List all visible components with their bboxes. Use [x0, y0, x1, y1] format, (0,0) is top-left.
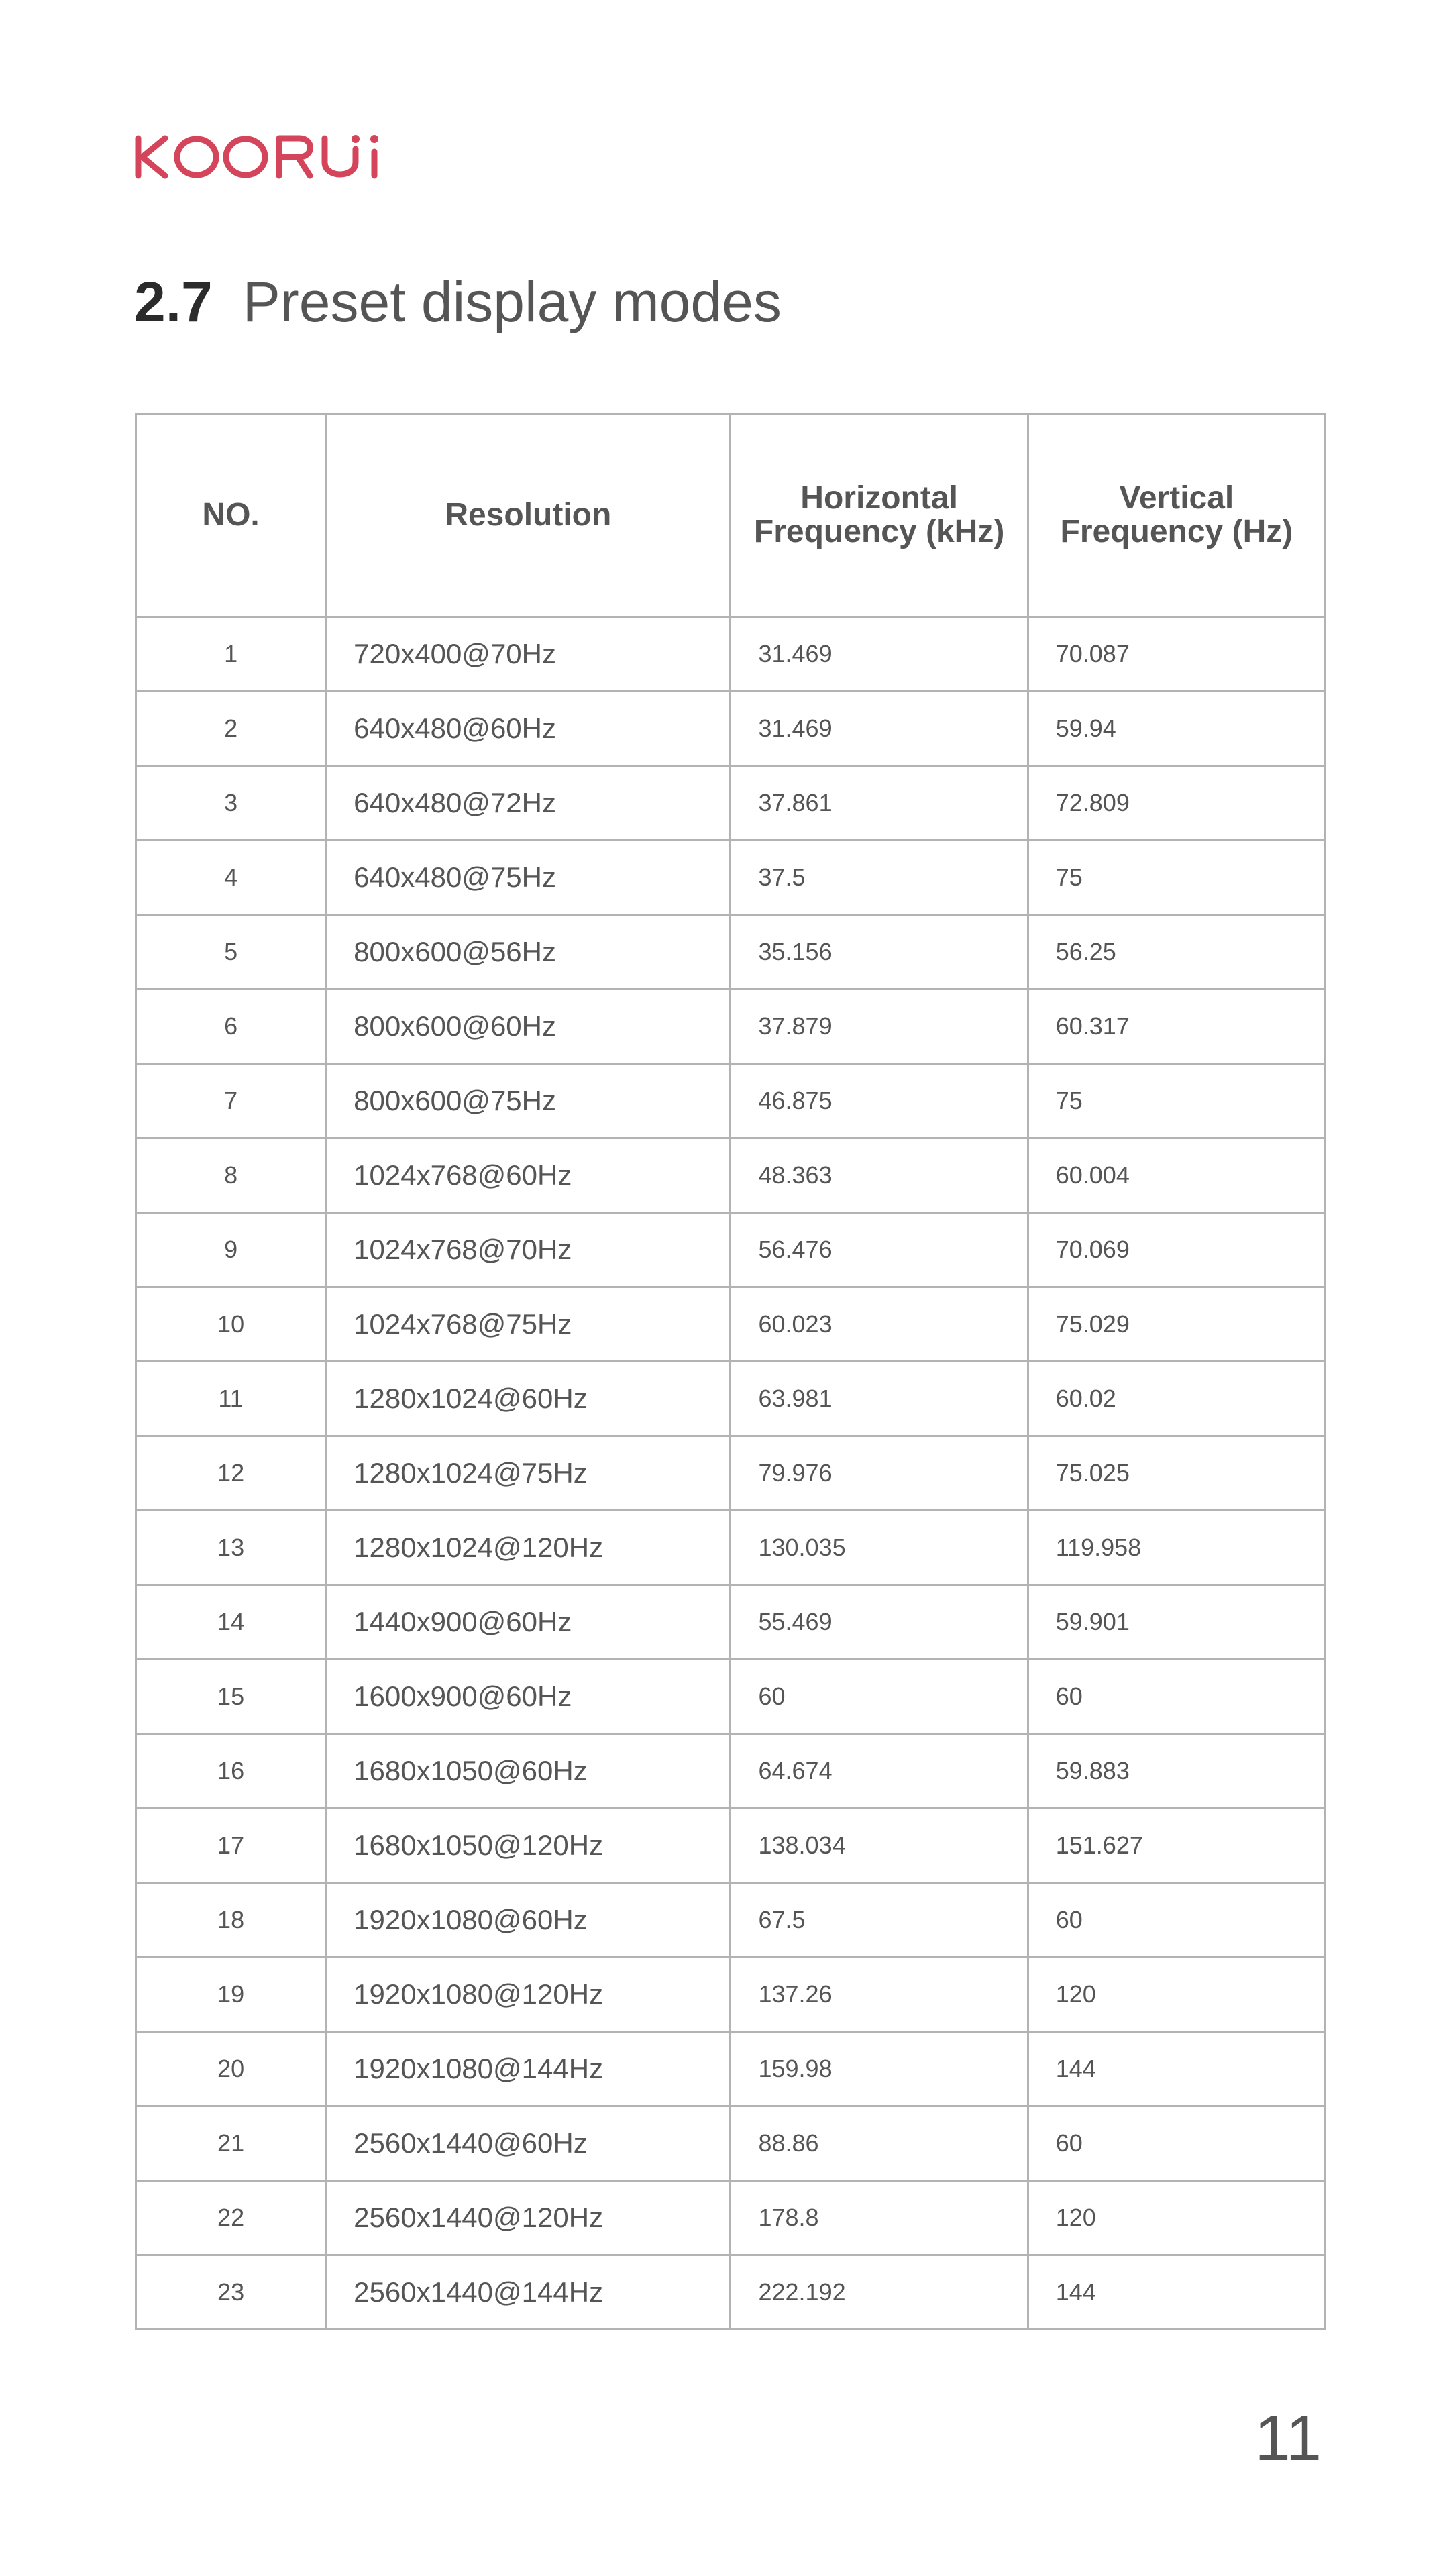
cell-no: 15 — [136, 1660, 326, 1734]
table-row — [136, 1660, 1326, 1734]
cell-vertical-frequency: 75 — [1028, 841, 1325, 915]
cell-resolution: 640x480@72Hz — [326, 766, 731, 841]
cell-resolution: 640x480@60Hz — [326, 692, 731, 766]
cell-horizontal-frequency: 88.86 — [731, 2106, 1028, 2181]
cell-horizontal-frequency: 79.976 — [731, 1436, 1028, 1511]
cell-resolution: 1280x1024@75Hz — [326, 1436, 731, 1511]
cell-resolution: 2560x1440@120Hz — [326, 2181, 731, 2255]
cell-no: 13 — [136, 1511, 326, 1585]
cell-vertical-frequency: 60.317 — [1028, 989, 1325, 1064]
cell-vertical-frequency: 75 — [1028, 1064, 1325, 1138]
cell-horizontal-frequency: 55.469 — [731, 1585, 1028, 1660]
table-row — [136, 841, 1326, 915]
cell-horizontal-frequency: 37.861 — [731, 766, 1028, 841]
cell-no: 17 — [136, 1809, 326, 1883]
header-no: NO. — [136, 414, 326, 617]
cell-no: 9 — [136, 1213, 326, 1287]
table-row — [136, 692, 1326, 766]
table-row — [136, 1362, 1326, 1436]
cell-no: 20 — [136, 2032, 326, 2106]
cell-no: 2 — [136, 692, 326, 766]
cell-no: 1 — [136, 617, 326, 692]
cell-horizontal-frequency: 31.469 — [731, 692, 1028, 766]
cell-horizontal-frequency: 222.192 — [731, 2255, 1028, 2330]
header-horizontal-frequency — [731, 414, 1028, 617]
table-row — [136, 1809, 1326, 1883]
header-vertical-line1: Vertical — [1119, 480, 1234, 516]
cell-horizontal-frequency: 137.26 — [731, 1957, 1028, 2032]
koorui-logo-mark — [134, 134, 382, 181]
header-resolution: Resolution — [326, 414, 731, 617]
cell-no: 11 — [136, 1362, 326, 1436]
cell-horizontal-frequency: 46.875 — [731, 1064, 1028, 1138]
cell-resolution: 2560x1440@60Hz — [326, 2106, 731, 2181]
cell-vertical-frequency: 144 — [1028, 2255, 1325, 2330]
cell-horizontal-frequency: 178.8 — [731, 2181, 1028, 2255]
table-row — [136, 617, 1326, 692]
cell-no: 19 — [136, 1957, 326, 2032]
cell-vertical-frequency: 60.02 — [1028, 1362, 1325, 1436]
table-row — [136, 1064, 1326, 1138]
cell-no: 22 — [136, 2181, 326, 2255]
cell-vertical-frequency: 70.069 — [1028, 1213, 1325, 1287]
section-title: Preset display modes — [242, 270, 782, 333]
cell-resolution: 1600x900@60Hz — [326, 1660, 731, 1734]
cell-vertical-frequency: 60 — [1028, 2106, 1325, 2181]
cell-horizontal-frequency: 64.674 — [731, 1734, 1028, 1809]
cell-vertical-frequency: 151.627 — [1028, 1809, 1325, 1883]
header-horizontal-line1: Horizontal — [800, 480, 958, 516]
cell-vertical-frequency: 70.087 — [1028, 617, 1325, 692]
cell-horizontal-frequency: 48.363 — [731, 1138, 1028, 1213]
cell-no: 7 — [136, 1064, 326, 1138]
cell-resolution: 1680x1050@60Hz — [326, 1734, 731, 1809]
cell-resolution: 640x480@75Hz — [326, 841, 731, 915]
cell-vertical-frequency: 144 — [1028, 2032, 1325, 2106]
section-number: 2.7 — [134, 270, 213, 333]
header-vertical-line2: Frequency (Hz) — [1060, 514, 1293, 549]
cell-resolution: 800x600@56Hz — [326, 915, 731, 989]
table-row — [136, 1883, 1326, 1957]
table-row — [136, 1734, 1326, 1809]
table-row — [136, 1213, 1326, 1287]
cell-no: 16 — [136, 1734, 326, 1809]
cell-no: 6 — [136, 989, 326, 1064]
cell-no: 21 — [136, 2106, 326, 2181]
table-row — [136, 2181, 1326, 2255]
cell-resolution: 1280x1024@60Hz — [326, 1362, 731, 1436]
cell-resolution: 800x600@75Hz — [326, 1064, 731, 1138]
cell-no: 3 — [136, 766, 326, 841]
table-row — [136, 1436, 1326, 1511]
cell-vertical-frequency: 119.958 — [1028, 1511, 1325, 1585]
cell-vertical-frequency: 60.004 — [1028, 1138, 1325, 1213]
cell-vertical-frequency: 59.94 — [1028, 692, 1325, 766]
table-row — [136, 1957, 1326, 2032]
cell-horizontal-frequency: 35.156 — [731, 915, 1028, 989]
cell-horizontal-frequency: 63.981 — [731, 1362, 1028, 1436]
header-horizontal-line2: Frequency (kHz) — [753, 514, 1005, 549]
table-row — [136, 2032, 1326, 2106]
cell-vertical-frequency: 72.809 — [1028, 766, 1325, 841]
cell-resolution: 1440x900@60Hz — [326, 1585, 731, 1660]
table-row — [136, 1287, 1326, 1362]
cell-resolution: 1680x1050@120Hz — [326, 1809, 731, 1883]
cell-horizontal-frequency: 67.5 — [731, 1883, 1028, 1957]
cell-vertical-frequency: 59.883 — [1028, 1734, 1325, 1809]
table-body — [136, 617, 1326, 2330]
page-number: 11 — [1254, 2402, 1322, 2474]
table-row — [136, 1585, 1326, 1660]
koorui-logo — [134, 134, 382, 181]
cell-horizontal-frequency: 56.476 — [731, 1213, 1028, 1287]
cell-vertical-frequency: 60 — [1028, 1660, 1325, 1734]
cell-resolution: 800x600@60Hz — [326, 989, 731, 1064]
table-header-row — [136, 414, 1326, 617]
section-heading — [134, 265, 782, 339]
cell-horizontal-frequency: 37.879 — [731, 989, 1028, 1064]
cell-vertical-frequency: 75.025 — [1028, 1436, 1325, 1511]
cell-resolution: 1920x1080@120Hz — [326, 1957, 731, 2032]
preset-display-modes-table — [135, 413, 1326, 2330]
cell-vertical-frequency: 59.901 — [1028, 1585, 1325, 1660]
cell-no: 23 — [136, 2255, 326, 2330]
cell-vertical-frequency: 120 — [1028, 2181, 1325, 2255]
cell-horizontal-frequency: 60 — [731, 1660, 1028, 1734]
cell-horizontal-frequency: 60.023 — [731, 1287, 1028, 1362]
cell-no: 8 — [136, 1138, 326, 1213]
cell-horizontal-frequency: 37.5 — [731, 841, 1028, 915]
cell-no: 4 — [136, 841, 326, 915]
cell-resolution: 1024x768@70Hz — [326, 1213, 731, 1287]
table-row — [136, 1511, 1326, 1585]
table-row — [136, 1138, 1326, 1213]
table-row — [136, 989, 1326, 1064]
cell-horizontal-frequency: 130.035 — [731, 1511, 1028, 1585]
cell-vertical-frequency: 75.029 — [1028, 1287, 1325, 1362]
table-row — [136, 2255, 1326, 2330]
cell-no: 10 — [136, 1287, 326, 1362]
cell-resolution: 1024x768@75Hz — [326, 1287, 731, 1362]
cell-no: 18 — [136, 1883, 326, 1957]
cell-no: 12 — [136, 1436, 326, 1511]
cell-horizontal-frequency: 159.98 — [731, 2032, 1028, 2106]
cell-resolution: 2560x1440@144Hz — [326, 2255, 731, 2330]
cell-resolution: 720x400@70Hz — [326, 617, 731, 692]
header-vertical-frequency — [1028, 414, 1325, 617]
table-row — [136, 915, 1326, 989]
table-row — [136, 766, 1326, 841]
cell-vertical-frequency: 60 — [1028, 1883, 1325, 1957]
cell-resolution: 1920x1080@60Hz — [326, 1883, 731, 1957]
cell-no: 5 — [136, 915, 326, 989]
cell-resolution: 1024x768@60Hz — [326, 1138, 731, 1213]
cell-no: 14 — [136, 1585, 326, 1660]
cell-resolution: 1280x1024@120Hz — [326, 1511, 731, 1585]
cell-horizontal-frequency: 31.469 — [731, 617, 1028, 692]
cell-vertical-frequency: 120 — [1028, 1957, 1325, 2032]
cell-resolution: 1920x1080@144Hz — [326, 2032, 731, 2106]
table-row — [136, 2106, 1326, 2181]
cell-vertical-frequency: 56.25 — [1028, 915, 1325, 989]
cell-horizontal-frequency: 138.034 — [731, 1809, 1028, 1883]
